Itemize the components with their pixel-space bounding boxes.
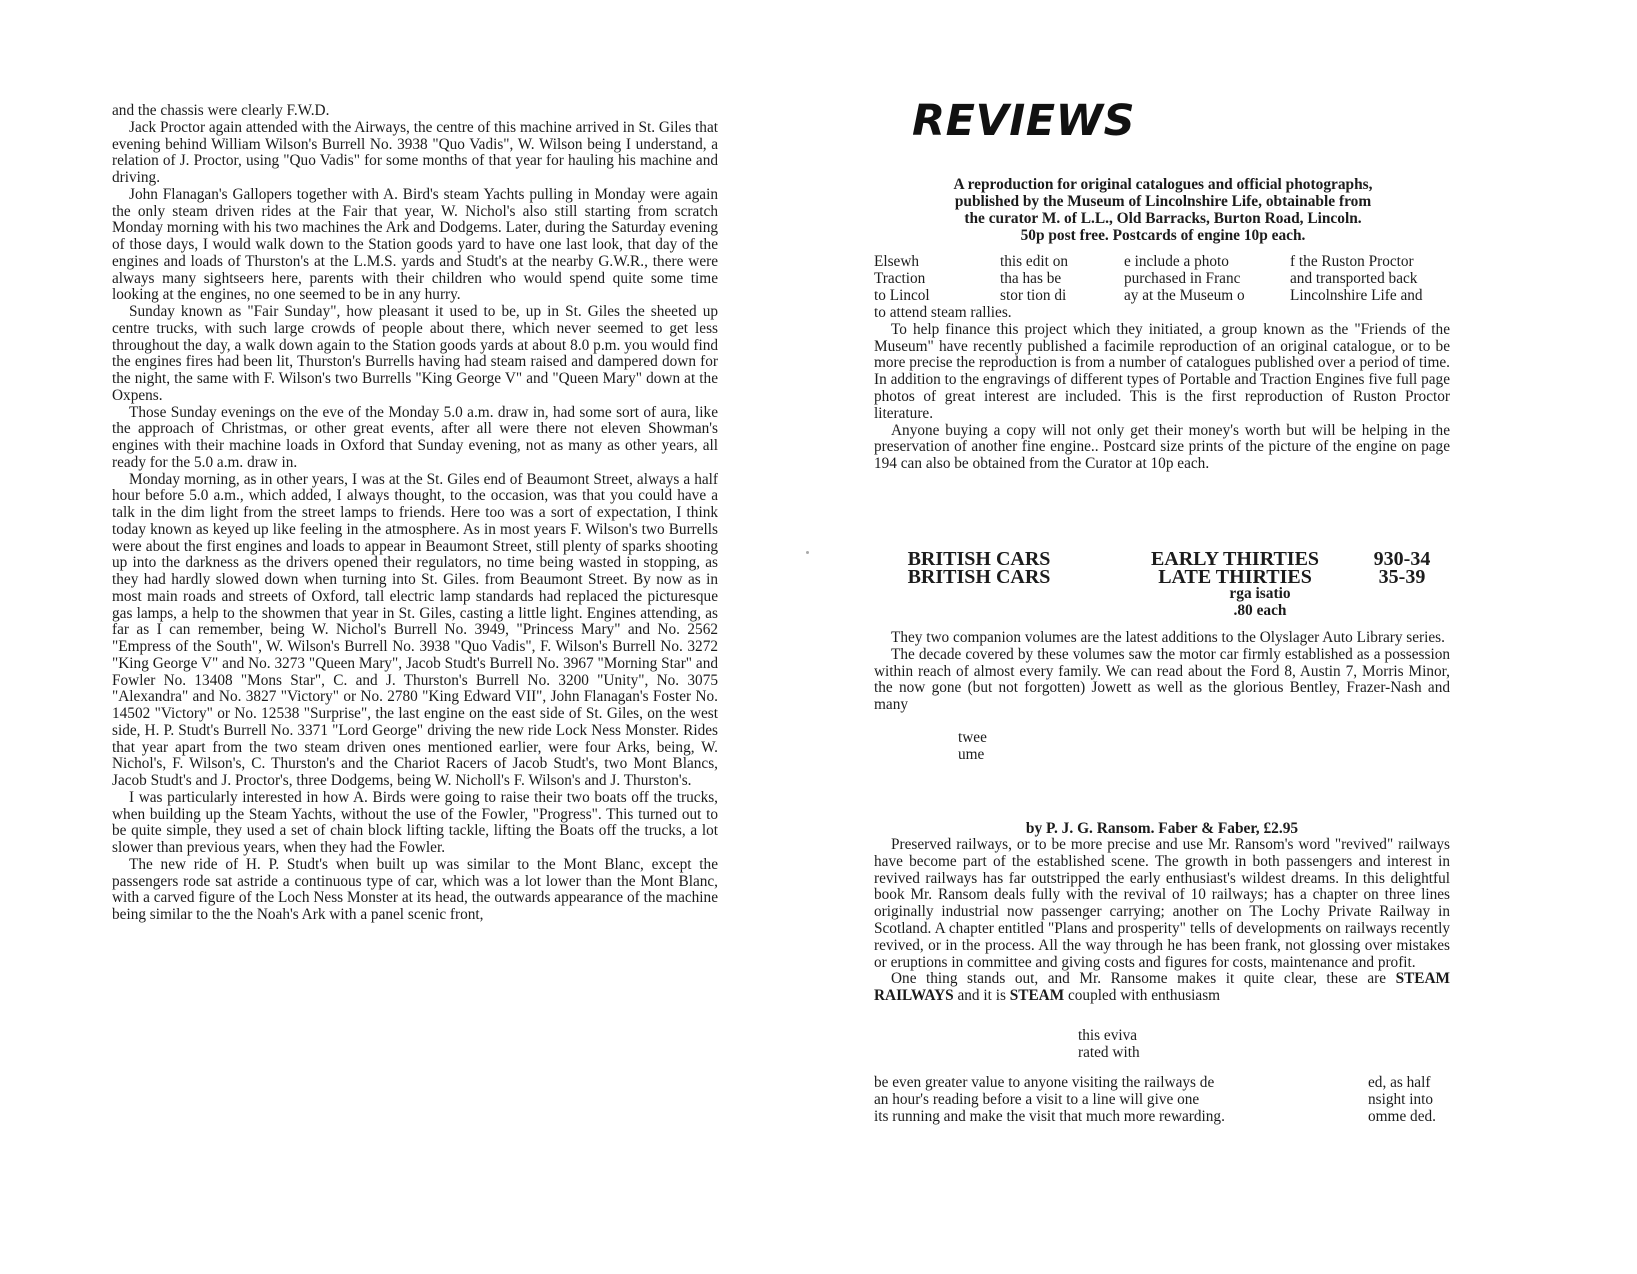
paragraph: and the chassis were clearly F.W.D. xyxy=(112,102,330,119)
emphasis-steam: STEAM xyxy=(1009,987,1065,1005)
fragment-cell: Traction xyxy=(874,270,926,287)
paragraph: Those Sunday evenings on the eve of the Monday 5.0 a.m. draw in, had some sort of aura, like the approach of Christmas, or other great events, after all were there not eleven Showman's engines with their machine loads in Oxford that Sunday evening, not as many as other years, all ready for the 5.0 a.m. draw in. xyxy=(112,403,718,471)
left-article-text xyxy=(112,103,718,924)
title-line: EARLY THIRTIES xyxy=(1150,548,1320,570)
fragment-cell: ed, as half xyxy=(1368,1074,1431,1091)
fragment-cell: an hour's reading before a visit to a line will give one xyxy=(874,1091,1200,1108)
fragment-cell: to Lincol xyxy=(874,287,930,304)
paragraph-steam xyxy=(874,971,1450,1005)
title-line: 35-39 xyxy=(1378,566,1426,588)
fragment-cell: be even greater value to anyone visiting the railways de xyxy=(874,1074,1215,1091)
fragment-cell: this edit on xyxy=(1000,253,1068,270)
title-line: BRITISH CARS xyxy=(907,566,1051,588)
review2-title-right xyxy=(1372,550,1432,586)
fragment-line: rated with xyxy=(1078,1043,1140,1061)
title-line: 930-34 xyxy=(1373,548,1431,570)
reviews-heading: REVIEWS xyxy=(912,96,1136,146)
review1-body xyxy=(874,305,1450,473)
fragment-line: ume xyxy=(958,745,985,763)
fragment-cell: e include a photo xyxy=(1124,253,1229,270)
paragraph: They two companion volumes are the latest additions to the Olyslager Auto Library series. xyxy=(891,629,1445,646)
paragraph: John Flanagan's Gallopers together with A. Bird's steam Yachts pulling in Monday were again the only steam driven rides at the Fair that year, W. Nichol's also still starting from scratch Monday morning with his two machines the Ark and Dodgems. Later, during the Saturday evening of those days, I would walk down to the Station goods yard to have one last look, that day of the engines and loads of Thurston's at the L.M.S. yards and Studt's at the nearby G.W.R., there were always many sightseers here, parents with their children who would spend quite some time looking at the engines, no one seemed to be in any hurry. xyxy=(112,185,718,304)
paragraph: to attend steam rallies. xyxy=(874,304,1012,321)
fragment-cell: nsight into xyxy=(1368,1091,1434,1108)
paragraph: Monday morning, as in other years, I was at the St. Giles end of Beaumont Street, always a half hour before 5.0 a.m., which added, I always thought, to the occasion, was that you could have a talk in the dim light from the street lamps to friends. Here too was a sort of expectation, I think today known as keyed up like feeling in the atmosphere. As in most years F. Wilson's two Burrells were about the first engines and loads to appear in Beaumont Street, still plenty of sparks shooting up into the darkness as the drivers opened their regulators, no time being wasted in stopping, as they had hardly slowed down when turning into St. Giles. from Beaumont Street. By now as in most main roads and streets of Oxford, tall electric lamp standards had replaced the picturesque gas lamps, a help to the showmen that year in St. Giles, casting a little light. Engines attending, as far as I can remember, being W. Nichol's Burrell No. 3949, "Princess Mary" and No. 2562 "Empress of the South", W. Wilson's Burrell No. 3938 "Quo Vadis", F. Wilson's Burrell No. 3272 "King George V" and No. 3273 "Queen Mary", Jacob Studt's Burrell No. 3967 "Morning Star" and Fowler No. 13408 "Mons Star", C. and J. Thurston's Burrell No. 3200 "Unity", No. 3075 "Alexandra" and No. 3827 "Victory" or No. 2780 "King Edward VII", John Flanagan's Foster No. 14502 "Victory" or No. 12538 "Surprise", the last engine on the east side of St. Giles, on the west side, H. P. Studt's Burrell No. 3371 "Lord George" driving the new ride Lock Ness Monster. Rides that year apart from the two steam driven ones mentioned earlier, were four Arks, being, W. Nichol's, F. Wilson's, C. Thurston's and the Chariot Racers of Jacob Studt's, two Mont Blancs, Jacob Studt's and J. Proctor's, three Dodgems, being W. Nicholl's F. Wilson's and J. Thurston's. xyxy=(112,470,718,789)
review2-body xyxy=(874,630,1450,714)
fragment-cell: omme ded. xyxy=(1368,1108,1436,1125)
paragraph: I was particularly interested in how A. Birds were going to raise their two boats off the trucks, when building up the Steam Yachts, without the use of the Fowler, "Progress". This turned out to be quite simple, they used a set of chain block lifting tackle, lifting the Boats off the trucks, a lot slower than previous years, when they had the Fowler. xyxy=(112,788,718,856)
paragraph: Jack Proctor again attended with the Airways, the centre of this machine arrived in St. Giles that evening behind William Wilson's Burrell No. 3938 "Quo Vadis", W. Wilson being I understand, a relation of J. Proctor, using "Quo Vadis" for some months of that year for hauling his machine and driving. xyxy=(112,118,718,186)
fragment-cell: Elsewh xyxy=(874,253,920,270)
fragment-line: twee xyxy=(958,729,987,746)
text-run: One thing stands out, and Mr. Ransome makes it quite clear, these are xyxy=(891,970,1396,988)
review3-body xyxy=(874,837,1450,1005)
emphasis-steam-railways: STEAM RAILWAYS xyxy=(874,970,1450,1005)
paragraph: Anyone buying a copy will not only get their money's worth but will be helping in the preservation of another fine engine.. Postcard size prints of the picture of the engine on page 194 can also be obtained from the Curator at 10p each. xyxy=(874,421,1450,473)
fragment-cell: stor tion di xyxy=(1000,287,1067,304)
fragment-cell: Lincolnshire Life and xyxy=(1290,287,1423,304)
fragment-cell: and transported back xyxy=(1290,270,1418,287)
review2-title-left xyxy=(894,550,1064,586)
paragraph: To help finance this project which they initiated, a group known as the "Friends of the Museum" have recently published a facimile reproduction of an original catalogue, or to be more precise the reproduction is from a number of catalogues published over a period of time. In addition to the engravings of different types of Portable and Traction Engines five full page photos of great interest are included. This is the first reproduction of Ruston Proctor literature. xyxy=(874,320,1450,422)
review2-title-mid xyxy=(1140,550,1330,586)
left-page xyxy=(0,0,818,1274)
review3-byline: by P. J. G. Ransom. Faber & Faber, £2.95 xyxy=(1025,820,1299,837)
paragraph: The new ride of H. P. Studt's when built up was similar to the Mont Blanc, except the passengers rode sat astride a continuous type of car, which was a lot lower than the Mont Blanc, with a carved figure of the Loch Ness Monster at its head, the outwards appearance of the machine being similar to the the Noah's Ark with a panel scenic front, xyxy=(112,855,718,923)
review2-trailing-fragments xyxy=(958,730,987,764)
review1-fragment-rows xyxy=(874,254,1450,305)
intro-line: A reproduction for original catalogues and official photographs, xyxy=(953,176,1373,193)
subtitle-line: .80 each xyxy=(1233,602,1287,619)
text-run: coupled with enthusiasm xyxy=(1064,987,1221,1005)
review1-intro xyxy=(904,176,1422,244)
review2-subtitle xyxy=(1210,585,1310,619)
fragment-cell: tha has be xyxy=(1000,270,1062,287)
review3-middle-fragments xyxy=(1078,1028,1140,1062)
gutter-mark xyxy=(806,551,809,554)
fragment-cell: f the Ruston Proctor xyxy=(1290,253,1414,270)
review3-bottom-rows xyxy=(874,1075,1450,1126)
intro-line: published by the Museum of Lincolnshire Life, obtainable from xyxy=(954,193,1372,210)
intro-line: 50p post free. Postcards of engine 10p each. xyxy=(1020,227,1306,244)
paragraph: Sunday known as "Fair Sunday", how pleasant it used to be, up in St. Giles the sheeted up centre trucks, with such large crowds of people about there, which never seemed to get less throughout the day, a walk down again to the Station goods yards at about 8.0 p.m. you would find the engines fires had been lit, Thurston's Burrells having had steam raised and dampered down for the night, the same with F. Wilson's two Burrells "King George V" and "Queen Mary" down at the Oxpens. xyxy=(112,303,718,404)
fragment-cell: ay at the Museum o xyxy=(1124,287,1245,304)
paragraph: The decade covered by these volumes saw the motor car firmly established as a possession within reach of almost every family. We can read about the Ford 8, Austin 7, Morris Minor, the now gone (but not forgotten) Jowett as well as the glorious Bentley, Frazer-Nash and many xyxy=(874,645,1450,714)
paragraph: Preserved railways, or to be more precise and use Mr. Ransom's word "revived" railways have become part of the established scene. The growth in both passengers and interest in revived railways has far outstripped the early enthusiast's wildest dreams. In this delightful book Mr. Ransom deals fully with the revival of 10 railways; has a chapter on three lines originally industrial now passenger carrying; another on The Lochy Private Railway in Scotland. A chapter entitled "Plans and prosperity" tells of developments on railways recently revived, or in the process. All the way through he has been frank, not glossing over mistakes or eruptions in committee and giving costs and figures for costs, maintenance and profit. xyxy=(874,836,1450,971)
title-line: LATE THIRTIES xyxy=(1158,566,1312,588)
subtitle-line: rga isatio xyxy=(1229,585,1291,602)
fragment-cell: its running and make the visit that much more rewarding. xyxy=(874,1108,1225,1125)
fragment-line: this eviva xyxy=(1078,1027,1138,1044)
fragment-cell: purchased in Franc xyxy=(1124,270,1241,287)
title-line: BRITISH CARS xyxy=(907,548,1051,570)
text-run: and it is xyxy=(953,987,1010,1005)
intro-line: the curator M. of L.L., Old Barracks, Burton Road, Lincoln. xyxy=(964,210,1362,227)
